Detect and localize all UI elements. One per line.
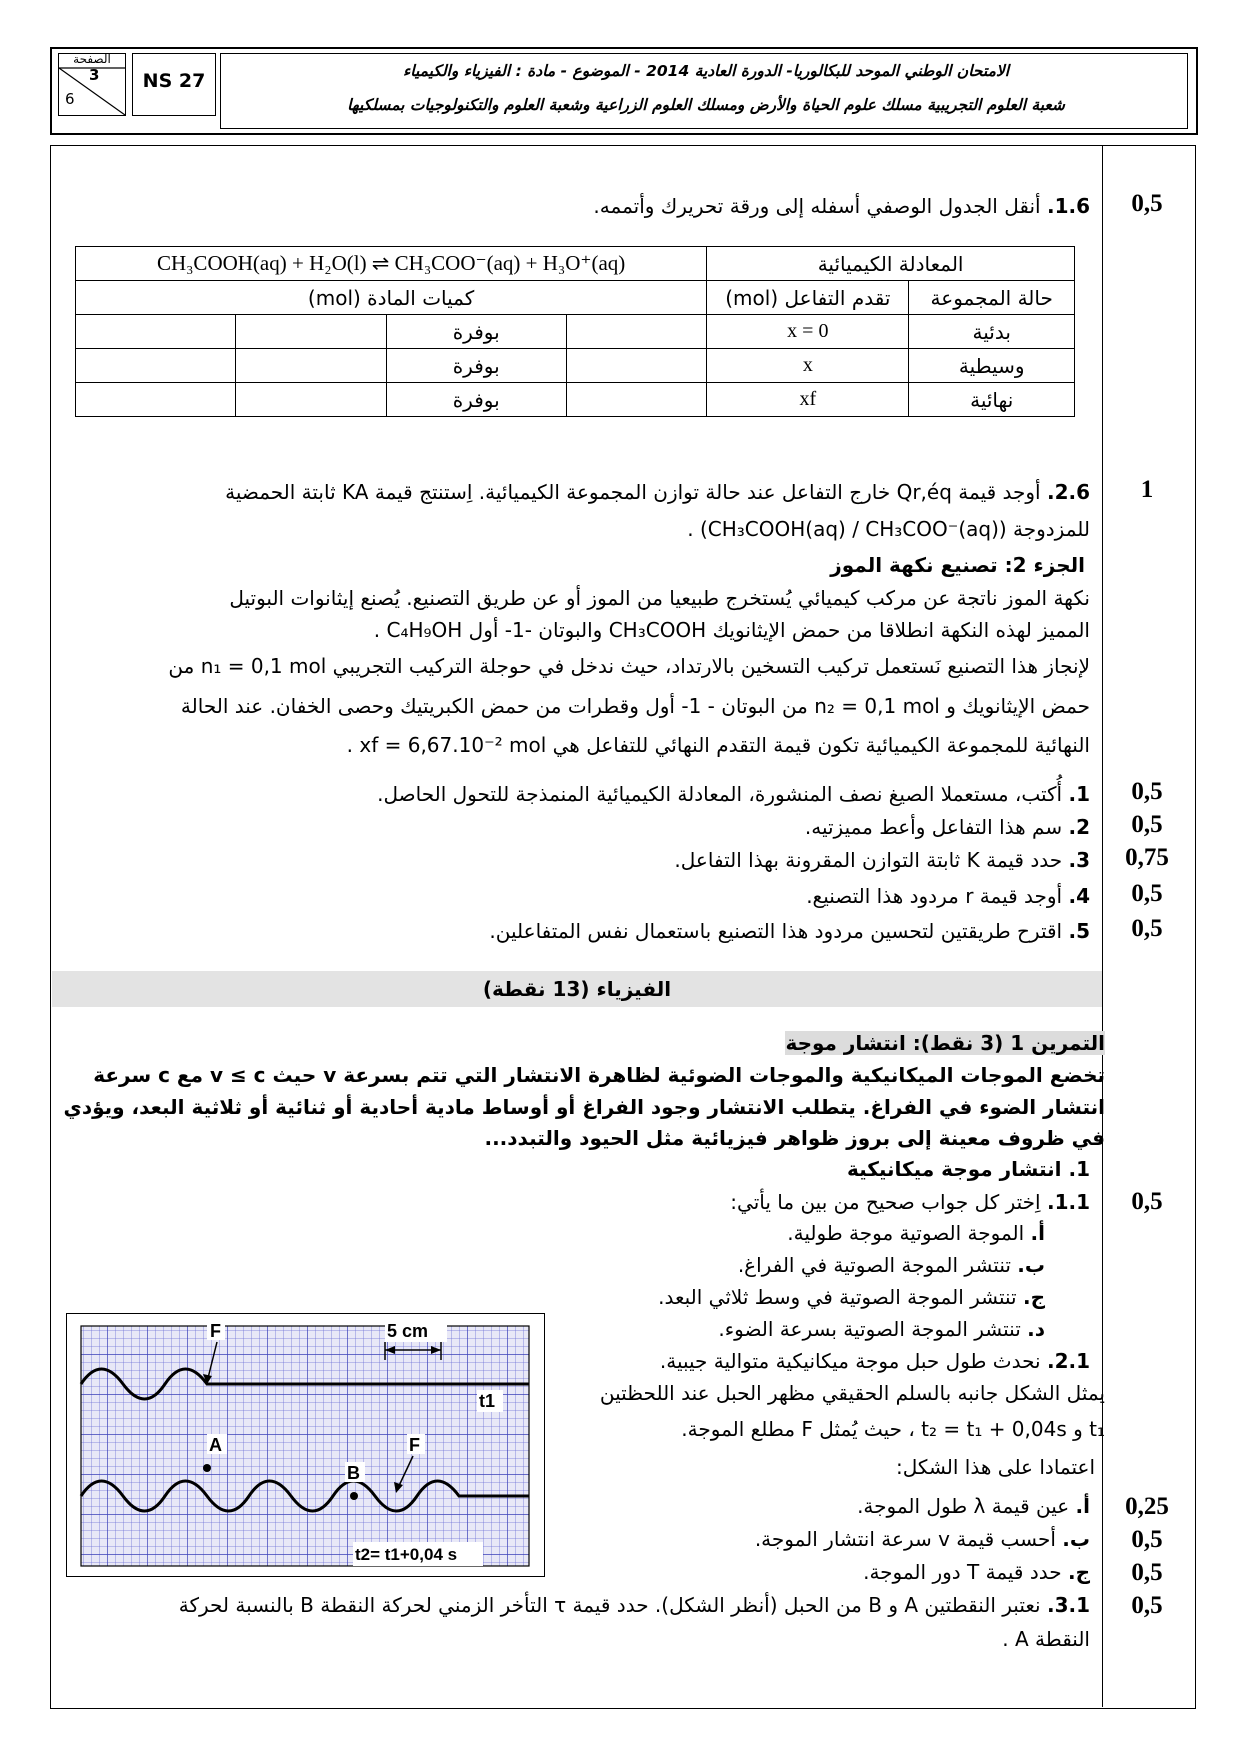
cell-advance-1: x [707,349,909,383]
cell-water-0: بوفرة [386,315,566,349]
q11 [730,1186,1090,1218]
subq-c-letter: ج. [1067,1560,1090,1584]
q31-text: نعتبر النقطتين A و B من الحبل (أنظر الشكل). حدد قيمة τ التأخر الزمني لحركة النقطة B بالنسبة لحركة [178,1593,1041,1617]
q21-text: نحدث طول حبل موجة ميكانيكية متوالية جيبية. [659,1349,1041,1373]
p2q1-num: 1. [1068,782,1090,806]
subq-a [857,1490,1090,1522]
p2q3-points: 0,75 [1125,844,1169,871]
p2q5-points: 0,5 [1131,915,1163,942]
choice-b-letter: ب. [1017,1253,1045,1277]
cell-empty [76,383,236,417]
grid [81,1326,529,1566]
q31-line1 [179,1589,1090,1621]
q31-points: 0,5 [1131,1592,1163,1619]
subq-c [863,1556,1090,1588]
choice-a-text: الموجة الصوتية موجة طولية. [787,1221,1025,1245]
part2-line-2: المميز لهذه النكهة انطلاقا من حمض الإيثانويك CH₃COOH والبوتان -1- أول C₄H₉OH . [373,618,1090,642]
p2q3-text: حدد قيمة K ثابتة التوازن المقرونة بهذا التفاعل. [674,848,1063,872]
subq-a-points: 0,25 [1125,1493,1169,1520]
wave-figure [66,1313,545,1577]
cell-state-0: بدئية [909,315,1075,349]
sub1-title: 1. انتشار موجة ميكانيكية [846,1157,1090,1181]
wave-figure-svg [67,1314,544,1576]
cell-advance-0: x = 0 [707,315,909,349]
t1-label: t1 [479,1391,496,1411]
q16-num: 1.6. [1046,194,1090,218]
choice-c [658,1281,1045,1313]
part2-title: الجزء 2: تصنيع نكهة الموز [830,553,1085,577]
subq-a-letter: أ. [1075,1494,1090,1518]
page-total: 6 [65,90,75,108]
cell-state-1: وسيطية [909,349,1075,383]
q11-points: 0,5 [1131,1188,1163,1215]
ex1-intro-3: في ظروف معينة إلى بروز ظواهر فيزيائية مثل الحيود والتبدد... [484,1126,1105,1150]
cell-empty [236,349,386,383]
q21-line-2: t₁ و t₂ = t₁ + 0,04s ، حيث يُمثل F مطلع الموجة. [681,1417,1105,1441]
table-advance-header: تقدم التفاعل (mol) [707,281,909,315]
header-title-line2: شعبة العلوم التجريبية مسلك علوم الحياة والأرض ومسلك العلوم الزراعية وشعبة العلوم والتكنولوجيات بمسلكيها [347,96,1065,114]
p2q2-text: سم هذا التفاعل وأعط مميزتيه. [804,815,1063,839]
table-state-header: حالة المجموعة [909,281,1075,315]
page-number-box [58,53,126,116]
q31-line2: النقطة A . [1002,1627,1090,1651]
choice-d-text: تنتشر الموجة الصوتية بسرعة الضوء. [718,1317,1021,1341]
advancement-table [75,246,1075,417]
table-equation: CH₃COOH(aq) + H₂O(l) ⇌ CH₃COO⁻(aq) + H₃O⁺(aq) [76,247,707,281]
p2q1 [377,778,1090,810]
table-quantities-header: كميات المادة (mol) [76,281,707,315]
cell-empty [76,315,236,349]
p2q5-text: اقترح طريقتين لتحسين مردود هذا التصنيع باستعمال نفس المتفاعلين. [489,919,1063,943]
cell-water-1: بوفرة [386,349,566,383]
q21-line-3: اعتمادا على هذا الشكل: [896,1455,1095,1479]
label-F-bottom: F [409,1435,420,1455]
code-box [132,53,216,116]
choice-d-letter: د. [1027,1317,1045,1341]
q26-line2: للمزدوجة (CH₃COOH(aq) / CH₃COO⁻(aq)) . [687,517,1090,541]
subq-c-text: حدد قيمة T دور الموجة. [863,1560,1062,1584]
p2q4-text: أوجد قيمة r مردود هذا التصنيع. [806,884,1063,908]
label-F-top: F [210,1321,221,1341]
points-column-divider [1102,145,1103,1707]
p2q3 [674,844,1090,876]
choice-b [738,1249,1045,1281]
subq-c-points: 0,5 [1131,1559,1163,1586]
title-box [220,53,1188,129]
table-equation-label: المعادلة الكيميائية [707,247,1075,281]
q26-text: أوجد قيمة Qr,éq خارج التفاعل عند حالة توازن المجموعة الكيميائية. اِستنتج قيمة KA ثابتة الحمضية [225,480,1041,504]
p2q1-points: 0,5 [1131,778,1163,805]
q21 [660,1345,1090,1377]
point-A [203,1464,211,1472]
p2q4 [806,880,1090,912]
p2q4-num: 4. [1068,884,1090,908]
p2q4-points: 0,5 [1131,880,1163,907]
q11-text: اِختر كل جواب صحيح من بين ما يأتي: [730,1190,1041,1214]
point-B [350,1492,358,1500]
choice-b-text: تنتشر الموجة الصوتية في الفراغ. [737,1253,1011,1277]
exam-code: NS 27 [142,70,206,92]
p2q2-num: 2. [1068,815,1090,839]
q16-label: أنقل الجدول الوصفي أسفله إلى ورقة تحريرك وأتممه. [593,194,1041,218]
ex1-title [785,1027,1105,1059]
cell-empty [566,349,706,383]
ex1-intro-1: تخضع الموجات الميكانيكية والموجات الضوئية لظاهرة الانتشار التي تتم بسرعة v حيث v ≤ c مع c سرعة [93,1063,1105,1087]
cell-empty [566,315,706,349]
choice-c-text: تنتشر الموجة الصوتية في وسط ثلاثي البعد. [658,1285,1017,1309]
q26-points: 1 [1140,476,1154,503]
cell-state-2: نهائية [909,383,1075,417]
q21-num: 2.1. [1046,1349,1090,1373]
choice-a-letter: أ. [1030,1221,1045,1245]
cell-empty [236,315,386,349]
subq-a-text: عين قيمة λ طول الموجة. [857,1494,1070,1518]
q26-num: 2.6. [1046,480,1090,504]
part2-line-3: لإنجاز هذا التصنيع نَستعمل تركيب التسخين بالارتداد، حيث ندخل في حوجلة التركيب التجريبي n₁ = 0,1 mol من [168,654,1090,678]
p2q1-text: أُكتب، مستعملا الصيغ نصف المنشورة، المعادلة الكيميائية المنمذجة للتحول الحاصل. [377,782,1063,806]
choice-a [787,1217,1045,1249]
ex1-title-text: التمرين 1 (3 نقط): انتشار موجة [785,1031,1105,1055]
header-title-line1: الامتحان الوطني الموحد للبكالوريا- الدورة العادية 2014 - الموضوع - مادة : الفيزياء والكيمياء [402,62,1010,80]
scale-label: 5 cm [387,1321,429,1341]
page-label: الصفحة [73,52,111,66]
choice-c-letter: ج. [1022,1285,1045,1309]
q26-line1 [225,476,1090,508]
page-number: 3 [89,66,100,84]
q16-points: 0,5 [1131,190,1163,217]
label-B: B [347,1463,360,1483]
part2-line-4: حمض الإيثانويك و n₂ = 0,1 mol من البوتان - 1- أول وقطرات من حمض الكبريتيك وحصى الخفان. عند الحالة [180,694,1090,718]
cell-empty [236,383,386,417]
subq-b-text: أحسب قيمة v سرعة انتشار الموجة. [754,1527,1056,1551]
subq-b-letter: ب. [1062,1527,1090,1551]
p2q5-num: 5. [1068,919,1090,943]
cell-empty [76,349,236,383]
p2q2 [805,811,1090,843]
part2-line-5: النهائية للمجموعة الكيميائية تكون قيمة التقدم النهائي للتفاعل هي xf = 6,67.10⁻² mol . [346,733,1090,757]
p2q2-points: 0,5 [1131,811,1163,838]
label-A: A [209,1435,222,1455]
choice-d [718,1313,1045,1345]
q11-num: 1.1. [1046,1190,1090,1214]
ex1-intro-2: انتشار الضوء في الفراغ. يتطلب الانتشار وجود الفراغ أو أوساط مادية أحادية أو ثنائية أو ثلاثية البعد، ويؤدي [63,1095,1105,1119]
cell-water-2: بوفرة [386,383,566,417]
p2q5 [489,915,1090,947]
subq-b-points: 0,5 [1131,1526,1163,1553]
cell-empty [566,383,706,417]
part2-line-1: نكهة الموز ناتجة عن مركب كيميائي يُستخرج طبيعيا من الموز أو عن طريق التصنيع. يُصنع إيثانوات البوتيل [229,586,1090,610]
t2-label: t2= t1+0,04 s [355,1545,458,1564]
subq-b [755,1523,1090,1555]
q21-line-1: يمثل الشكل جانبه بالسلم الحقيقي مظهر الحبل عند اللحظتين [599,1381,1105,1405]
p2q3-num: 3. [1068,848,1090,872]
q16-text [593,190,1090,222]
cell-advance-2: xf [707,383,909,417]
q31-num: 3.1. [1046,1593,1090,1617]
physics-title: الفيزياء (13 نقطة) [482,977,672,1001]
